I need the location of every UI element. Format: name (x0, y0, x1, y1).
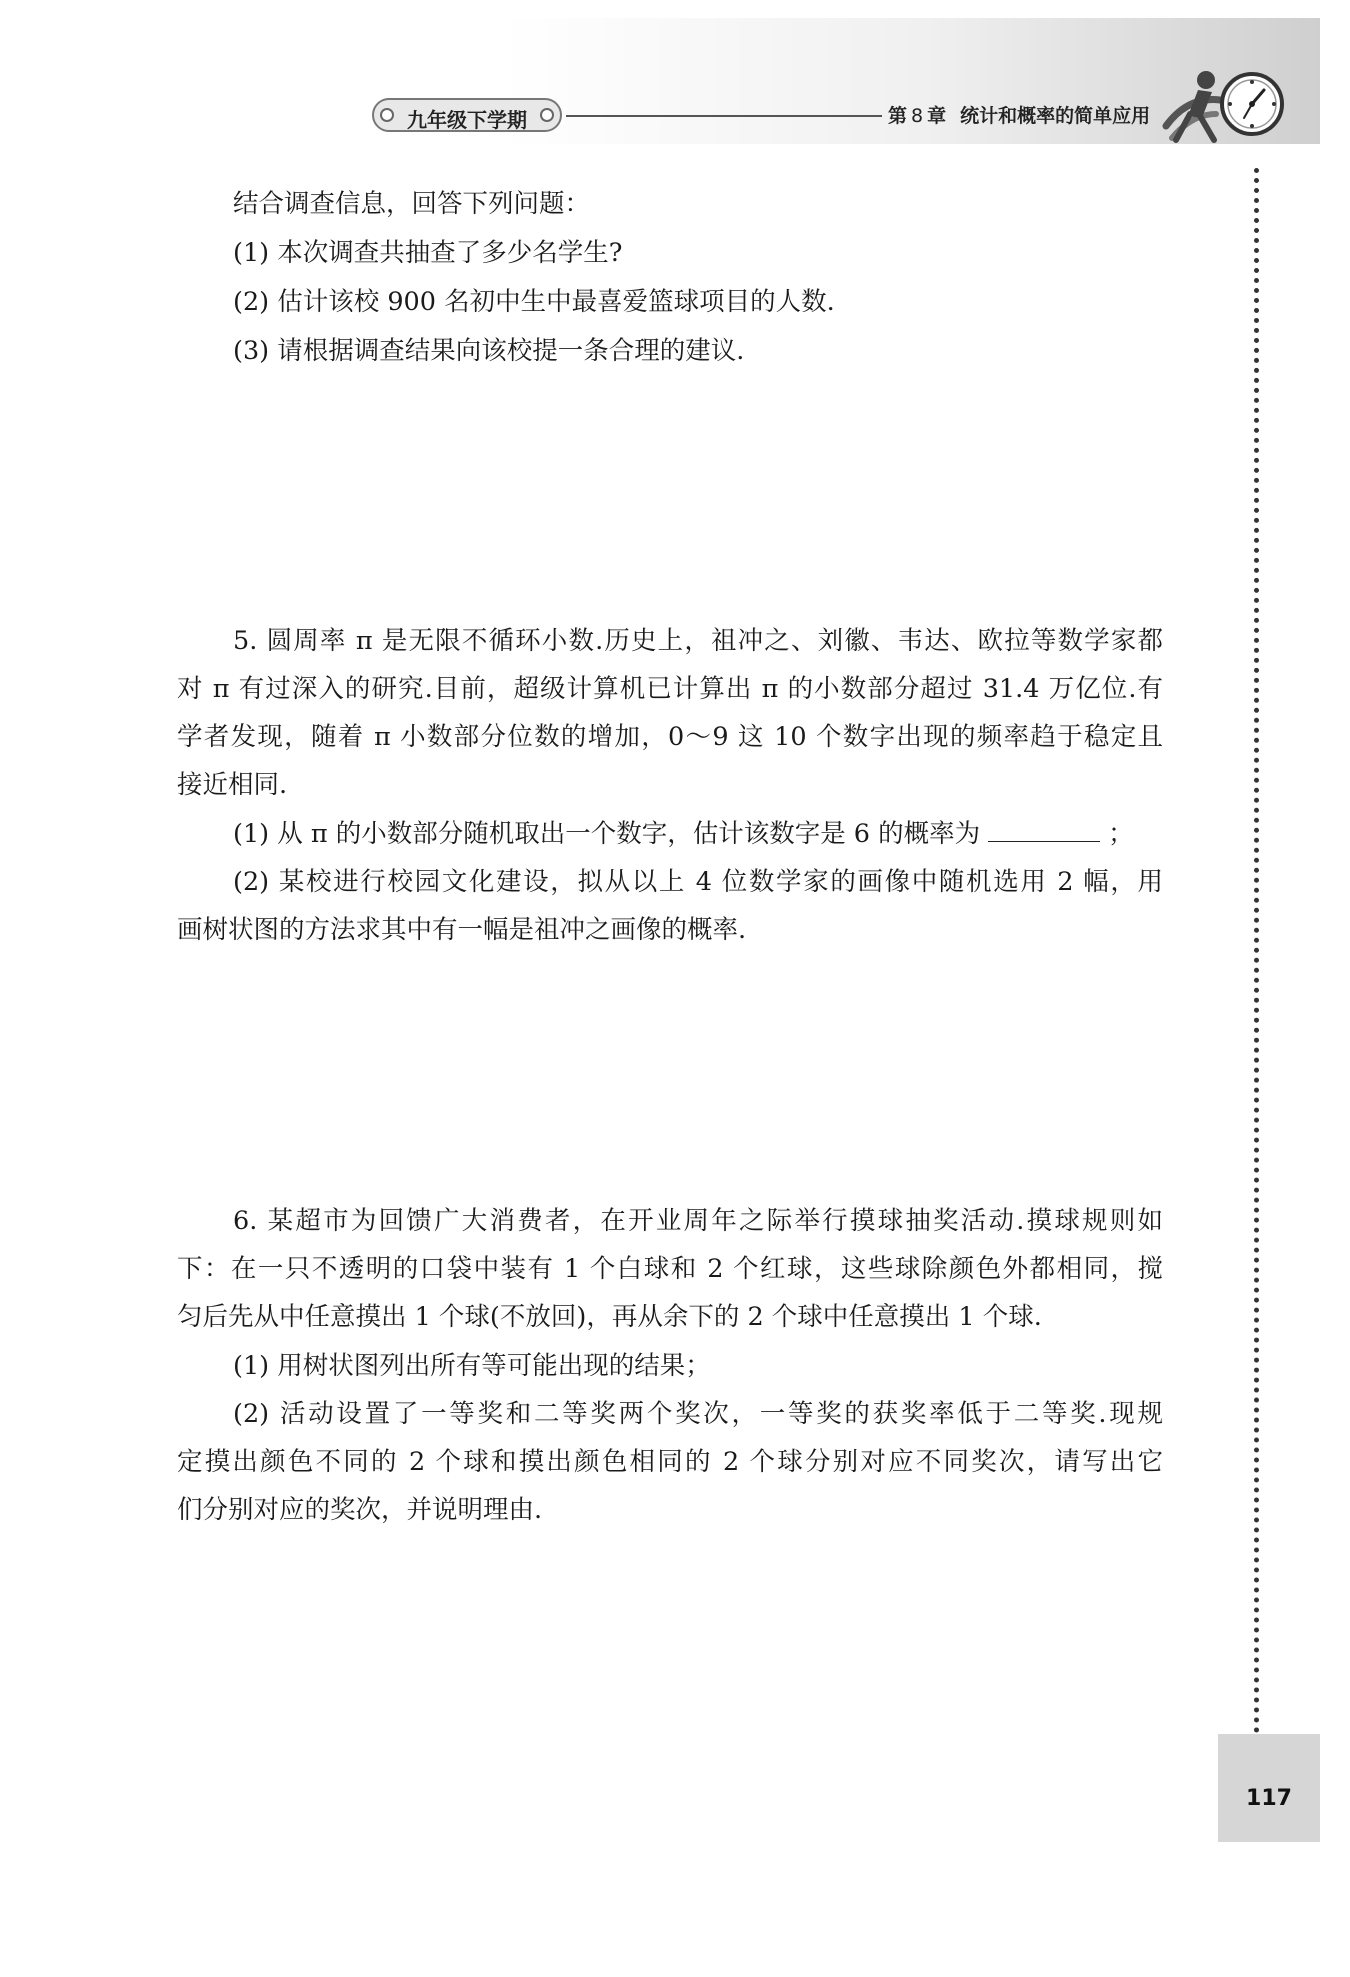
answer-blank[interactable] (988, 819, 1100, 842)
problem6-question-1: (1) 用树状图列出所有等可能出现的结果； (233, 1351, 711, 1381)
intro-question-2: (2) 估计该校 900 名初中生中最喜爱篮球项目的人数. (233, 287, 835, 317)
problem5-question-1-text: (1) 从 π 的小数部分随机取出一个数字，估计该数字是 6 的概率为 (233, 819, 981, 849)
margin-dotted-line (1254, 168, 1259, 1734)
problem5-question-2-line-2: 画树状图的方法求其中有一幅是祖冲之画像的概率. (177, 915, 747, 945)
problem5-line-1: 5. 圆周率 π 是无限不循环小数.历史上，祖冲之、刘徽、韦达、欧拉等数学家都 (233, 626, 1163, 656)
page-number-tab (1218, 1734, 1320, 1842)
chapter-heading (888, 101, 1150, 128)
chapter-title: 统计和概率的简单应用 (960, 105, 1151, 127)
problem6-line-3: 匀后先从中任意摸出 1 个球(不放回)，再从余下的 2 个球中任意摸出 1 个球. (177, 1302, 1042, 1332)
problem6-question-2-line-3: 们分别对应的奖次，并说明理由. (177, 1495, 543, 1525)
problem6-line-2: 下：在一只不透明的口袋中装有 1 个白球和 2 个红球，这些球除颜色外都相同，搅 (177, 1254, 1163, 1284)
intro-question-1: (1) 本次调查共抽查了多少名学生? (233, 238, 623, 268)
chapter-label: 第 (888, 105, 908, 127)
chapter-number: 8 (911, 105, 924, 127)
badge-dot-right-icon (540, 108, 554, 122)
problem5-line-2: 对 π 有过深入的研究.目前，超级计算机已计算出 π 的小数部分超过 31.4 万亿位.有 (177, 674, 1163, 704)
grade-label: 九年级下学期 (407, 108, 527, 132)
page-number: 117 (1246, 1786, 1292, 1811)
problem5-line-4: 接近相同. (177, 770, 288, 800)
intro-question-3: (3) 请根据调查结果向该校提一条合理的建议. (233, 336, 745, 366)
problem6-question-2-line-1: (2) 活动设置了一等奖和二等奖两个奖次，一等奖的获奖率低于二等奖.现规 (233, 1399, 1163, 1429)
chapter-suffix: 章 (927, 105, 947, 127)
header-divider (566, 115, 882, 117)
problem6-line-1: 6. 某超市为回馈广大消费者，在开业周年之际举行摸球抽奖活动.摸球规则如 (233, 1206, 1163, 1236)
intro-lead: 结合调查信息，回答下列问题： (233, 189, 591, 219)
problem5-question-1 (233, 817, 1134, 851)
problem5-question-1-end: ； (1108, 819, 1134, 849)
runner-compass-logo-icon (1158, 56, 1288, 152)
problem5-question-2-line-1: (2) 某校进行校园文化建设，拟从以上 4 位数学家的画像中随机选用 2 幅，用 (233, 867, 1163, 897)
grade-badge (372, 98, 562, 132)
problem6-question-2-line-2: 定摸出颜色不同的 2 个球和摸出颜色相同的 2 个球分别对应不同奖次，请写出它 (177, 1447, 1163, 1477)
problem5-line-3: 学者发现，随着 π 小数部分位数的增加，0～9 这 10 个数字出现的频率趋于稳定且 (177, 722, 1163, 752)
